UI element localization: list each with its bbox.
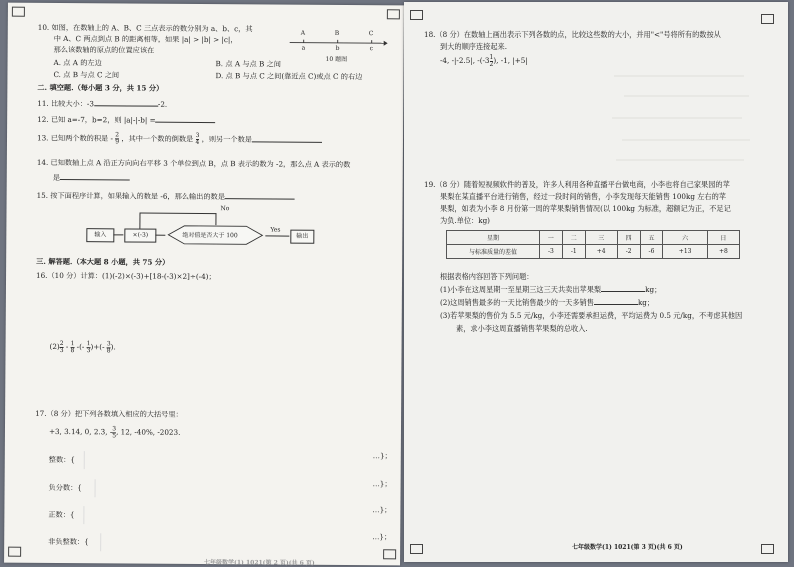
point-a-label: A <box>301 29 305 38</box>
table-header-cell: 星期 <box>447 231 540 245</box>
q19-sub1-answer-blank[interactable] <box>601 291 645 292</box>
set-nonnegative-integers-answer-area[interactable] <box>100 533 101 551</box>
q19-sub1 <box>440 285 661 294</box>
fraction-numerator: 1 <box>490 55 494 62</box>
q17-numbers-head: +3, 3.14, 0, 2.3̇, - <box>49 427 112 436</box>
q18-numbers-tail: ), -1, |+5| <box>493 56 527 65</box>
q14-line1: 14. 已知数轴上点 A 沿正方向向右平移 3 个单位到点 B，点 B 表示的数为 -2，那么点 A 表示的数 <box>37 158 351 169</box>
q18-line2: 到大的顺序连接起来. <box>440 42 507 51</box>
set-nonnegative-integers-close: …}； <box>372 532 391 541</box>
flow-no-label: No <box>220 204 229 213</box>
fraction-numerator: 3 <box>107 341 111 348</box>
fraction-numerator: 3 <box>196 133 200 140</box>
operator: - <box>64 342 71 351</box>
fraction-numerator: 1 <box>71 341 75 348</box>
fraction-numerator: 3 <box>112 426 116 433</box>
q15-text: 15. 按下面程序计算，如果输入的数是 -6，那么输出的数是 <box>37 191 225 201</box>
q14-answer-blank[interactable] <box>60 179 130 180</box>
q10-option-b: B. 点 A 与点 B 之间 <box>216 59 281 68</box>
table-cell: +4 <box>585 245 617 259</box>
section-solve-title: 三. 解答题.（本大题 8 小题，共 75 分） <box>36 257 169 267</box>
table-header-row <box>447 231 740 245</box>
set-integers-answer-area[interactable] <box>84 451 85 469</box>
q15 <box>37 191 295 202</box>
flow-no-loop <box>139 213 216 215</box>
registration-mark <box>410 544 423 554</box>
flow-input-box: 输入 <box>86 228 114 242</box>
operator: -(- <box>74 342 86 351</box>
q15-answer-blank[interactable] <box>225 198 295 199</box>
q11-answer-blank[interactable] <box>94 105 158 106</box>
q11-prefix: 11. 比较大小：-3 <box>37 99 94 108</box>
table-cell: -3 <box>540 245 563 259</box>
q19-sub2 <box>440 298 654 307</box>
q19-line4: 为负.单位：kg) <box>440 216 490 225</box>
q10-figure-caption: 10 题图 <box>326 55 348 64</box>
fraction-denominator: 9 <box>115 139 119 145</box>
q10-option-d: D. 点 B 与点 C 之间(靠近点 C)或点 C 的右边 <box>215 71 362 81</box>
fraction-denominator: 8 <box>107 348 111 354</box>
q19-sub1-unit: kg； <box>645 285 661 294</box>
registration-mark <box>761 544 774 554</box>
exam-page-left <box>4 3 404 566</box>
set-integers-close: …}； <box>373 451 392 460</box>
flow-condition-text: 绝对值是否大于 100 <box>182 231 237 240</box>
q14-line2-text: 是 <box>53 173 60 182</box>
q17-numbers <box>49 425 181 440</box>
q14-line2 <box>53 173 130 183</box>
table-row <box>447 245 740 259</box>
page-footer-left: 七年级数学(1) 1021(第 2 页)(共 6 页) <box>204 557 315 567</box>
q18-line1: 18.（8 分）在数轴上画出表示下列各数的点，比较这些数的大小，并用"<"号将所有的数按从 <box>424 30 721 39</box>
registration-mark <box>383 549 396 559</box>
bleed-through-lines <box>604 62 754 172</box>
set-integers-label: 整数：{ <box>49 455 75 464</box>
registration-mark <box>410 10 423 20</box>
q18-numbers <box>440 54 528 68</box>
q12-text: 12. 已知 a=-7，b=2，则 |a|-|-b| = <box>37 115 156 125</box>
section-fill-in-title: 二. 填空题.（每小题 3 分，共 15 分） <box>37 83 163 93</box>
fraction-denominator: 2 <box>490 62 494 68</box>
table-header-cell: 一 <box>540 231 563 245</box>
table-cell: -2 <box>617 245 640 259</box>
flow-output-box: 输出 <box>290 230 314 244</box>
q10-line3: 那么该数轴的原点的位置应该在 <box>54 45 155 55</box>
q11-suffix: -2. <box>158 100 167 109</box>
table-header-cell: 四 <box>617 231 640 245</box>
q17-title: 17.（8 分）把下列各数填入相应的大括号里： <box>35 409 183 419</box>
fraction-numerator: 1 <box>87 341 91 348</box>
q19-sub3-line1: (3)若苹果梨的售价为 5.5 元/kg，小李还需要承担运费，平均运费为 0.5 元/kg，不考虑其他因 <box>440 311 742 320</box>
q10-option-a: A. 点 A 的左边 <box>54 58 102 67</box>
fraction-denominator: 4 <box>196 140 200 146</box>
table-header-cell: 三 <box>585 231 617 245</box>
q12 <box>37 115 216 125</box>
table-cell: +13 <box>663 245 707 259</box>
set-positive-close: …}； <box>372 505 391 514</box>
q13-middle: ，其中一个数的倒数是 <box>121 134 193 144</box>
q13 <box>37 132 322 147</box>
fraction-numerator: 2 <box>60 340 64 347</box>
flow-no-branch <box>215 213 216 225</box>
point-a-value: a <box>302 44 306 53</box>
point-b-value: b <box>336 44 340 53</box>
fraction-denominator: 8 <box>71 348 75 354</box>
q15-flowchart <box>84 208 324 250</box>
flow-multiply-box: ×(-3) <box>124 228 156 242</box>
sales-difference-table <box>446 230 740 259</box>
q12-answer-blank[interactable] <box>156 122 216 123</box>
table-cell: -1 <box>562 245 585 259</box>
operator: )+(- <box>90 342 106 351</box>
q19-line3: 果梨，如表为小李 8 月份第一周的苹果梨销售情况(以 100kg 为标准，超额记为正，不足记 <box>440 204 731 213</box>
set-negative-fractions-close: …}； <box>373 479 392 488</box>
flow-arrow <box>113 234 123 235</box>
set-negative-fractions-answer-area[interactable] <box>95 479 96 497</box>
q13-fraction-reciprocal <box>196 133 200 146</box>
table-header-cell: 五 <box>640 231 663 245</box>
q19-ask: 根据表格内容回答下列问题： <box>440 272 533 281</box>
set-positive-answer-area[interactable] <box>83 506 84 524</box>
registration-mark <box>387 9 400 19</box>
q16-part2-label: (2) <box>50 342 60 351</box>
bleed-through-texture <box>604 62 754 172</box>
q19-line1: 19.（8 分）随着短视频软件的普及，许多人利用各种直播平台做电商，小李也将自己家果园的苹 <box>424 180 730 189</box>
q19-line2: 果梨在某直播平台进行销售，经过一段时间的销售，小李发现每天能销售 100kg 左右的苹 <box>440 192 726 201</box>
q16-part1: 16.（10 分）计算：(1)(-2)×(-3)+[18-(-3)×2]÷(-4)； <box>36 271 216 281</box>
registration-mark <box>761 14 774 24</box>
q19-sub3-line2: 素，求小李这周直播销售苹果梨的总收入. <box>456 324 588 333</box>
q10-option-c: C. 点 B 与点 C 之间 <box>53 70 119 79</box>
operator: ). <box>111 342 116 351</box>
registration-mark <box>8 547 21 557</box>
q18-numbers-head: -4, -|-2.5|, -(-3 <box>440 56 490 65</box>
table-cell: -6 <box>640 245 663 259</box>
set-negative-fractions-label: 负分数：{ <box>49 483 82 492</box>
q10-number-line-figure <box>288 29 388 66</box>
page-footer-right: 七年级数学(1) 1021(第 3 页)(共 6 页) <box>572 542 683 551</box>
table-header-cell: 二 <box>562 231 585 245</box>
flow-no-return <box>139 213 140 229</box>
table-cell: +8 <box>707 245 739 259</box>
q13-suffix: ，则另一个数是 <box>202 134 252 143</box>
q13-answer-blank[interactable] <box>252 141 322 142</box>
table-header-cell: 六 <box>663 231 707 245</box>
q13-fraction-product <box>115 132 119 145</box>
q17-numbers-tail: , 12, -40%, -2023. <box>116 427 180 436</box>
flow-condition-diamond <box>166 225 264 246</box>
table-header-cell: 日 <box>707 231 739 245</box>
fraction-denominator: 3 <box>87 348 91 354</box>
table-row-label: 与标准质量的差值 <box>447 245 540 259</box>
flow-arrow <box>155 235 165 236</box>
q19-sub2-unit: kg； <box>638 298 654 307</box>
set-positive-label: 正数：{ <box>48 510 74 519</box>
q16-part2 <box>50 340 116 354</box>
fraction-denominator: 3 <box>60 347 64 353</box>
fraction-numerator: 2 <box>115 132 119 139</box>
q10-line2: 中 A、C 两点到点 B 的距离相等，如果 |a| > |b| > |c|， <box>54 34 238 44</box>
point-b-label: B <box>335 29 339 38</box>
set-nonnegative-integers-label: 非负整数：{ <box>48 537 89 546</box>
fraction-denominator: 5 <box>112 433 116 439</box>
flow-yes-label: Yes <box>270 225 280 234</box>
registration-mark <box>12 7 25 17</box>
exam-page-right <box>404 2 788 562</box>
q19-sub2-answer-blank[interactable] <box>594 304 638 305</box>
q19-sub1-text: (1)小李在这周星期一至星期三这三天共卖出苹果梨 <box>440 285 601 294</box>
q19-sub2-text: (2)这周销售最多的一天比销售最少的一天多销售 <box>440 298 594 307</box>
q13-prefix: 13. 已知两个数的积是 - <box>37 133 113 143</box>
q11 <box>37 99 167 109</box>
point-c-label: C <box>369 29 374 38</box>
point-c-value: c <box>370 44 373 53</box>
flow-arrow-yes <box>265 235 289 236</box>
q10-line1: 10. 如图，在数轴上的 A、B、C 三点表示的数分别为 a、b、c，其 <box>38 23 253 33</box>
